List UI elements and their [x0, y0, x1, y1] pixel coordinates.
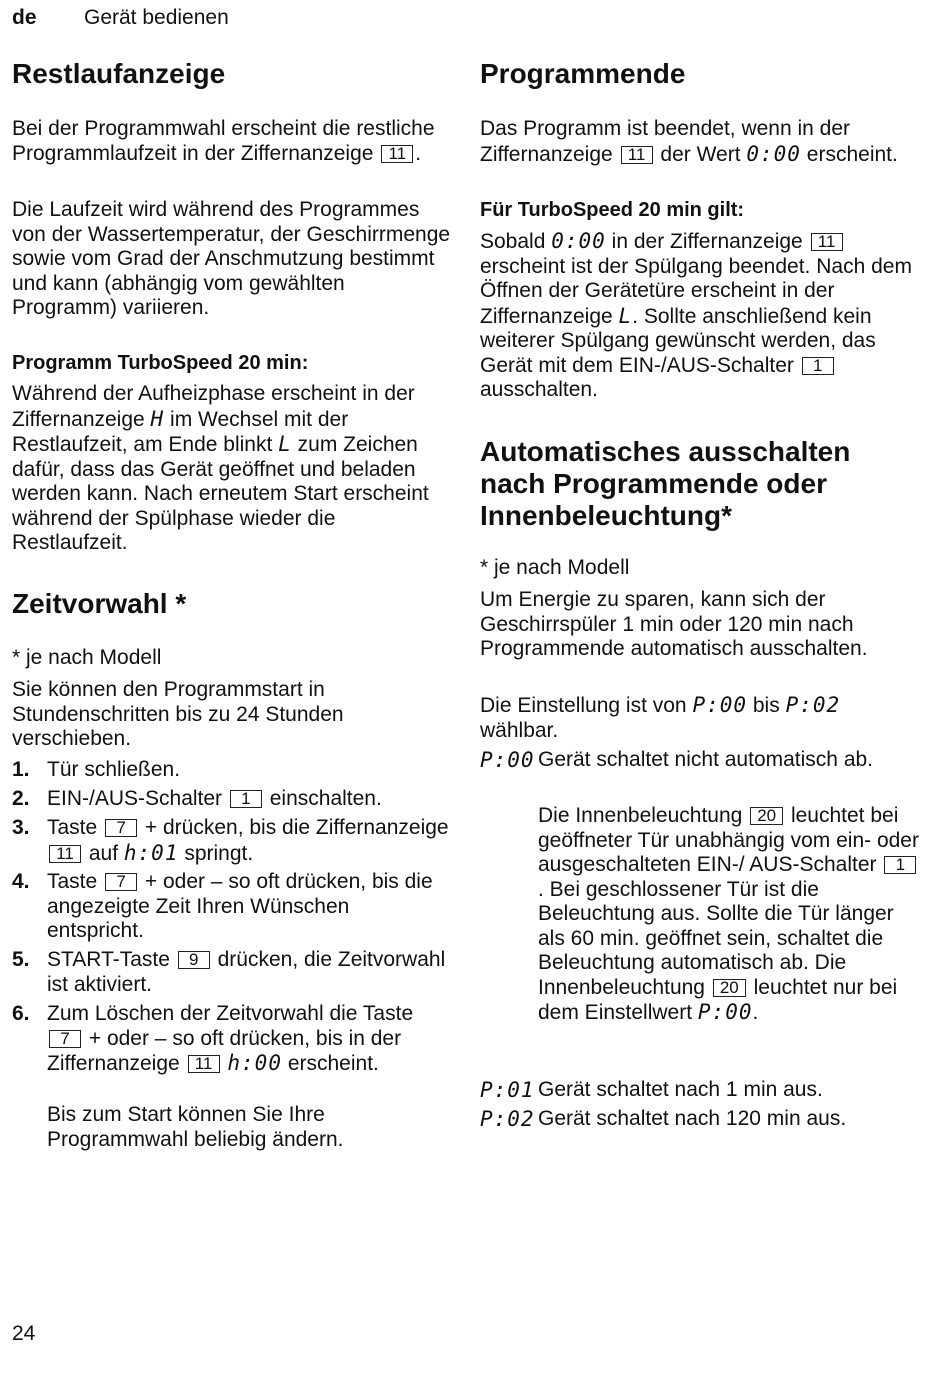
paragraph: Die Laufzeit wird während des Programmes von der Wassertemperatur, der Geschirrmenge sowie vom Grad der Anschmutzung bestimmt und kann (abhängig vom gewählten Programm) variieren.: [12, 198, 451, 319]
heading-restlaufanzeige: Restlaufanzeige: [12, 58, 226, 89]
paragraph: Um Energie zu sparen, kann sich der Geschirrspüler 1 min oder 120 min nach Programmende automatisch ausschalten.: [480, 588, 868, 660]
display-code: P:02: [480, 1107, 535, 1131]
list-item: 3. Taste 7 + drücken, bis die Ziffernanzeige 11 auf h:01 springt.: [12, 816, 449, 865]
list-item: 2. EIN-/AUS-Schalter 1 einschalten.: [12, 787, 382, 810]
heading-automatisches-ausschalten: Automatisches ausschalten nach Programmende oder Innenbeleuchtung*: [480, 436, 851, 531]
setting-definition: P:01 Gerät schaltet nach 1 min aus.: [480, 1078, 823, 1102]
setting-definition: P:00 Gerät schaltet nicht automatisch ab.: [480, 748, 874, 772]
key-reference: 11: [188, 1055, 220, 1073]
list-item: 1. Tür schließen.: [12, 758, 181, 781]
heading-programmende: Programmende: [480, 58, 686, 89]
key-reference: 11: [381, 145, 413, 163]
paragraph: Sie können den Programmstart in Stundenschritten bis zu 24 Stunden verschieben.: [12, 678, 344, 750]
heading-zeitvorwahl: Zeitvorwahl *: [12, 588, 187, 619]
key-reference: 1: [802, 357, 834, 375]
list-item: 4. Taste 7 + oder – so oft drücken, bis die angezeigte Zeit Ihren Wünschen entspricht.: [12, 870, 433, 942]
key-reference: 7: [105, 873, 137, 891]
display-code: P:02: [785, 693, 841, 717]
setting-definition-note: Die Innenbeleuchtung 20 leuchtet bei geöffneter Tür unabhängig vom ein- oder ausgeschalteten EIN-/ AUS-Schalter 1. Bei geschlossener Tür ist die Beleuchtung aus. Sollte die Tür länger als 60 min. geöffnet sein, schaltet die Beleuchtung automatisch ab. Die Innenbeleuchtung 20 leuchtet nur bei dem Einstellwert P:00.: [538, 804, 919, 1024]
paragraph: Sobald 0:00 in der Ziffernanzeige 11 erscheint ist der Spülgang beendet. Nach dem Öffnen der Gerätetüre erscheint in der Ziffernanzeige L. Sollte anschließend kein weiterer Spülgang gewünscht werden, das Gerät mit dem EIN-/AUS-Schalter 1 ausschalten.: [480, 229, 912, 401]
display-code: P:00: [692, 693, 748, 717]
display-code: P:00: [697, 1000, 753, 1024]
language-code: de: [12, 6, 37, 29]
display-code: 0:00: [746, 141, 801, 166]
setting-definition: P:02 Gerät schaltet nach 120 min aus.: [480, 1107, 847, 1131]
key-reference: 11: [621, 146, 653, 164]
model-note: * je nach Modell: [12, 646, 162, 669]
key-reference: 20: [713, 979, 746, 997]
key-reference: 11: [49, 845, 81, 863]
subheading: Für TurboSpeed 20 min gilt:: [480, 199, 745, 221]
display-code: L: [618, 303, 633, 328]
page-number: 24: [12, 1322, 36, 1345]
key-reference: 20: [750, 807, 783, 825]
display-code: P:01: [480, 1078, 535, 1102]
list-item: 5. START-Taste 9 drücken, die Zeitvorwahl ist aktiviert.: [12, 948, 446, 996]
display-code: P:00: [480, 748, 535, 772]
section-title: Gerät bedienen: [84, 6, 229, 29]
display-code: h:01: [123, 840, 179, 865]
page-header: [12, 6, 229, 30]
paragraph: Während der Aufheizphase erscheint in der Ziffernanzeige H im Wechsel mit der Restlaufzeit, am Ende blinkt L zum Zeichen dafür, dass das Gerät geöffnet und beladen werden kann. Nach erneutem Start erscheint während der Spülphase wieder die Restlaufzeit.: [12, 382, 429, 554]
key-reference: 1: [884, 856, 916, 874]
display-code: L: [278, 432, 292, 456]
paragraph: Das Programm ist beendet, wenn in der Ziffernanzeige 11 der Wert 0:00 erscheint.: [480, 117, 898, 166]
key-reference: 9: [178, 951, 210, 969]
key-reference: 11: [811, 233, 843, 251]
key-reference: 1: [230, 790, 262, 808]
list-item: 6. Zum Löschen der Zeitvorwahl die Taste 7 + oder – so oft drücken, bis in der Ziffernanzeige 11 h:00 erscheint.: [12, 1002, 414, 1075]
subheading: Programm TurboSpeed 20 min:: [12, 352, 309, 374]
paragraph: Die Einstellung ist von P:00 bis P:02 wählbar.: [480, 693, 841, 742]
list-item-note: Bis zum Start können Sie Ihre Programmwahl beliebig ändern.: [47, 1103, 344, 1151]
key-reference: 7: [49, 1030, 81, 1048]
display-code: 0:00: [551, 229, 606, 253]
display-code: h:00: [227, 1051, 282, 1075]
model-note: * je nach Modell: [480, 556, 630, 579]
display-code: H: [150, 406, 165, 431]
key-reference: 7: [105, 819, 137, 837]
paragraph: Bei der Programmwahl erscheint die restliche Programmlaufzeit in der Ziffernanzeige 11 .: [12, 117, 435, 165]
